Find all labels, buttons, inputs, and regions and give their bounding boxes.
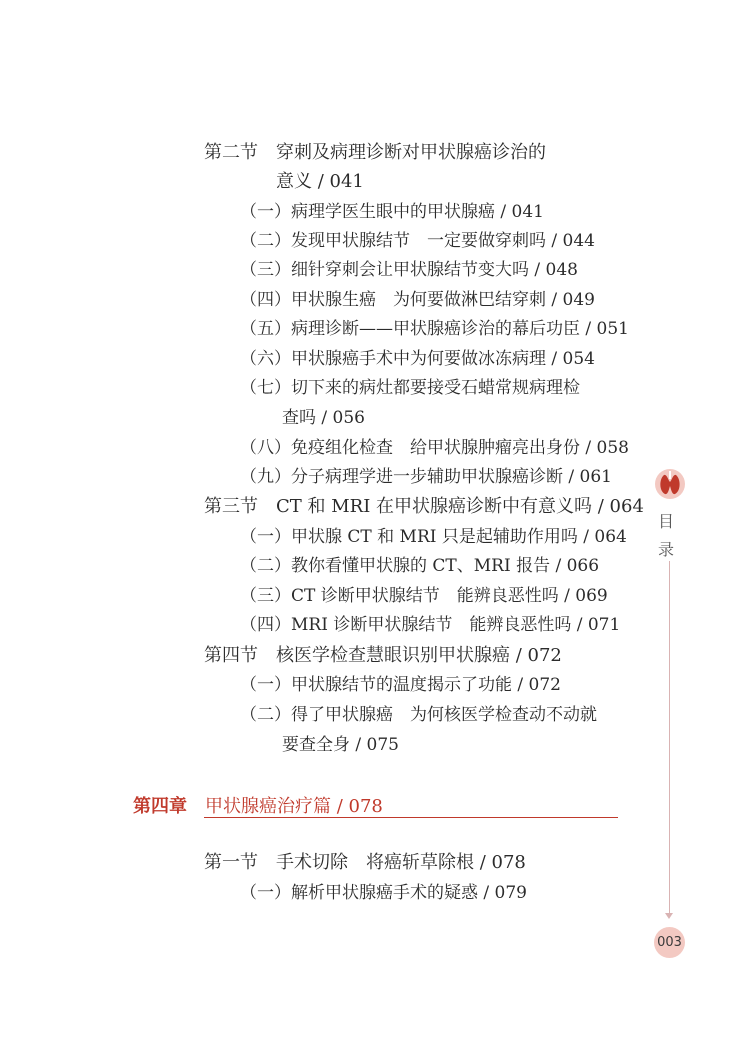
toc-item[interactable]: （七）切下来的病灶都要接受石蜡常规病理检 [240, 378, 580, 398]
chapter-title: 甲状腺癌治疗篇 / 078 [205, 796, 383, 817]
toc-item[interactable]: （一）解析甲状腺癌手术的疑惑 / 079 [240, 883, 527, 903]
toc-item[interactable]: （六）甲状腺癌手术中为何要做冰冻病理 / 054 [240, 349, 595, 369]
toc-section-title[interactable]: 第二节 穿刺及病理诊断对甲状腺癌诊治的 [204, 142, 546, 163]
side-arrow-icon [665, 913, 673, 919]
toc-section-title[interactable]: 第三节 CT 和 MRI 在甲状腺癌诊断中有意义吗 / 064 [204, 496, 644, 517]
side-label-lu: 录 [658, 540, 675, 559]
toc-item[interactable]: （二）得了甲状腺癌 为何核医学检查动不动就 [240, 705, 597, 725]
toc-item-cont[interactable]: 要查全身 / 075 [282, 735, 399, 755]
toc-item[interactable]: （八）免疫组化检查 给甲状腺肿瘤亮出身份 / 058 [240, 438, 629, 458]
toc-item[interactable]: （三）CT 诊断甲状腺结节 能辨良恶性吗 / 069 [240, 586, 608, 606]
page-number-badge: 003 [654, 927, 685, 958]
toc-item-cont[interactable]: 查吗 / 056 [282, 408, 365, 428]
chapter-label: 第四章 [133, 796, 187, 817]
toc-section-title[interactable]: 第一节 手术切除 将癌斩草除根 / 078 [204, 852, 526, 873]
side-vertical-line [669, 561, 670, 916]
toc-item[interactable]: （一）甲状腺 CT 和 MRI 只是起辅助作用吗 / 064 [240, 527, 627, 547]
toc-item[interactable]: （一）甲状腺结节的温度揭示了功能 / 072 [240, 675, 561, 695]
chapter-heading[interactable] [133, 792, 618, 818]
thyroid-logo-icon [654, 467, 686, 501]
toc-section-title[interactable]: 第四节 核医学检查慧眼识别甲状腺癌 / 072 [204, 645, 562, 666]
toc-item[interactable]: （二）教你看懂甲状腺的 CT、MRI 报告 / 066 [240, 556, 600, 576]
toc-item[interactable]: （二）发现甲状腺结节 一定要做穿刺吗 / 044 [240, 231, 595, 251]
side-label-mu: 目 [658, 512, 675, 531]
toc-item[interactable]: （四）MRI 诊断甲状腺结节 能辨良恶性吗 / 071 [240, 615, 621, 635]
toc-item[interactable]: （一）病理学医生眼中的甲状腺癌 / 041 [240, 202, 544, 222]
chapter-divider [204, 817, 618, 818]
toc-item[interactable]: （四）甲状腺生癌 为何要做淋巴结穿刺 / 049 [240, 290, 595, 310]
toc-section-title-cont[interactable]: 意义 / 041 [276, 171, 364, 192]
toc-item[interactable]: （九）分子病理学进一步辅助甲状腺癌诊断 / 061 [240, 467, 612, 487]
toc-item[interactable]: （三）细针穿刺会让甲状腺结节变大吗 / 048 [240, 260, 578, 280]
toc-item[interactable]: （五）病理诊断——甲状腺癌诊治的幕后功臣 / 051 [240, 319, 629, 339]
